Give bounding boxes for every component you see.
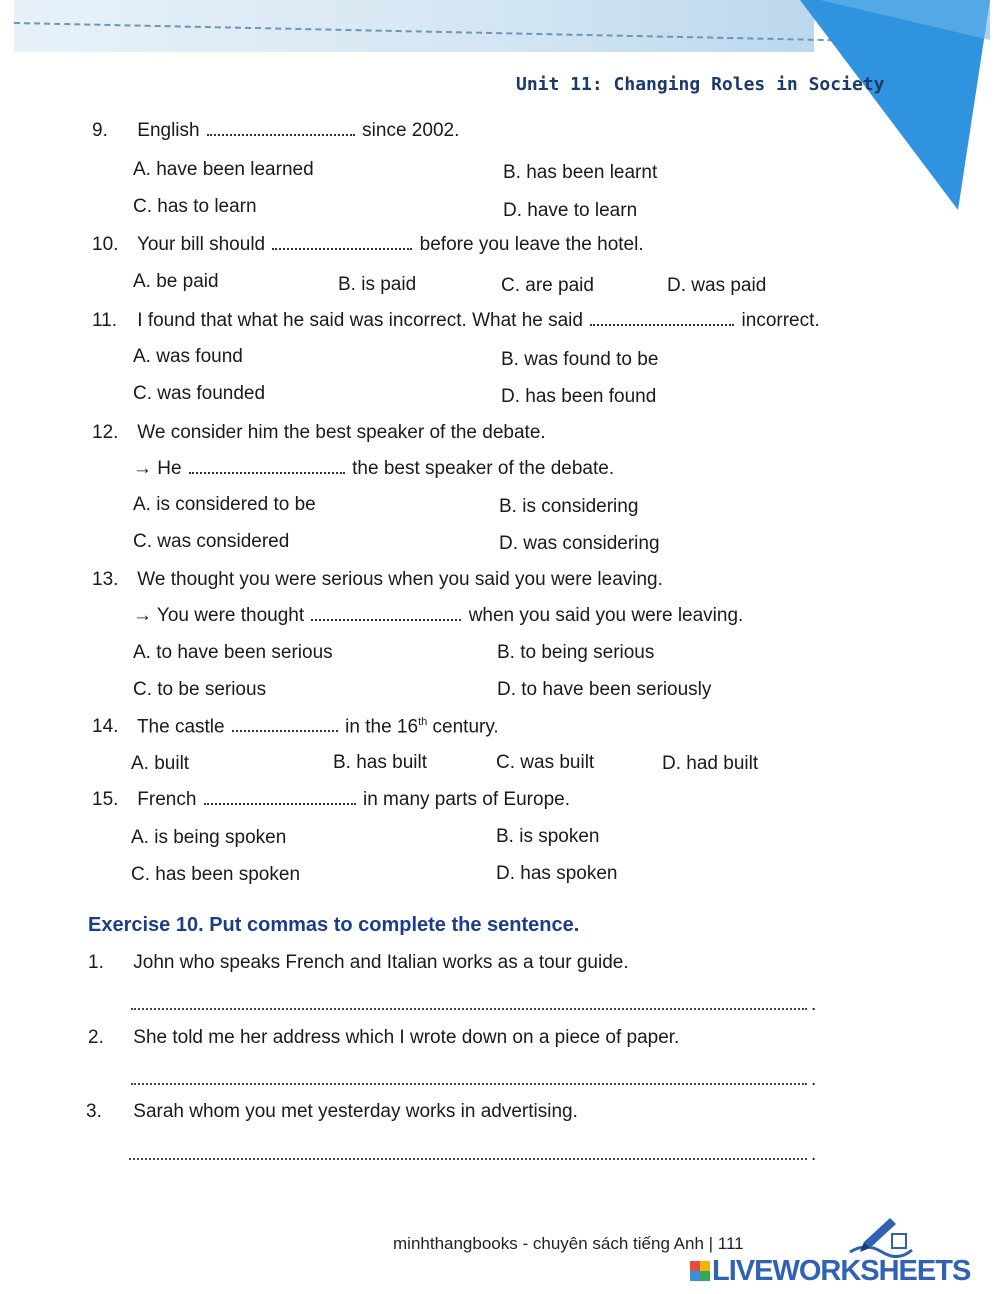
question-number: 12.	[92, 422, 119, 443]
question-text-after: before you leave the hotel.	[419, 234, 644, 255]
line-end-period: .	[811, 1069, 817, 1090]
question-13-rewrite	[133, 605, 743, 627]
option-c[interactable]: C. are paid	[501, 275, 594, 296]
question-stem: We consider him the best speaker of the debate.	[137, 422, 546, 443]
liveworksheets-mark-icon	[690, 1261, 710, 1281]
item-sentence: Sarah whom you met yesterday works in advertising.	[133, 1101, 578, 1122]
item-number: 1.	[88, 952, 104, 973]
option-c[interactable]: C. to be serious	[133, 679, 267, 700]
answer-blank[interactable]	[232, 716, 338, 732]
question-14	[92, 716, 499, 738]
question-10	[92, 234, 644, 256]
answer-blank[interactable]	[590, 310, 734, 326]
question-number: 13.	[92, 569, 119, 590]
option-b[interactable]: B. has been learnt	[503, 162, 658, 183]
question-15	[92, 789, 570, 811]
question-text-before: → You were thought	[133, 605, 305, 626]
item-sentence: John who speaks French and Italian works as a tour guide.	[133, 952, 629, 973]
question-text-after-end: century.	[427, 716, 499, 738]
exercise-item-2	[88, 1027, 679, 1049]
exercise-item-3	[86, 1101, 578, 1123]
corner-decoration	[790, 0, 990, 220]
option-d[interactable]: D. was paid	[667, 275, 767, 296]
question-number: 14.	[92, 716, 119, 738]
answer-blank[interactable]	[189, 458, 345, 474]
option-d[interactable]: D. has spoken	[496, 863, 618, 884]
answer-line-1[interactable]	[131, 1008, 807, 1010]
item-number: 2.	[88, 1027, 104, 1048]
question-text-after: incorrect.	[741, 310, 820, 331]
option-a[interactable]: A. is considered to be	[133, 494, 316, 515]
answer-line-3[interactable]	[129, 1158, 807, 1160]
question-text-after: in many parts of Europe.	[362, 789, 570, 810]
option-b[interactable]: B. is considering	[499, 496, 639, 517]
question-text-before: Your bill should	[136, 234, 266, 255]
option-a[interactable]: A. is being spoken	[131, 827, 287, 848]
answer-blank[interactable]	[272, 234, 412, 250]
question-text-before: I found that what he said was incorrect. What he said	[137, 310, 583, 331]
exercise-item-1	[88, 952, 629, 974]
question-number: 9.	[92, 120, 108, 141]
option-a[interactable]: A. be paid	[133, 271, 219, 292]
pen-writing-icon	[846, 1212, 916, 1260]
question-text-after: since 2002.	[362, 120, 460, 141]
option-d[interactable]: D. was considering	[499, 533, 660, 554]
question-text-before: French	[137, 789, 197, 810]
question-number: 11.	[92, 310, 118, 331]
option-b[interactable]: B. was found to be	[501, 349, 659, 370]
footer-publisher-page: minhthangbooks - chuyên sách tiếng Anh | 111	[393, 1234, 744, 1253]
question-12	[92, 422, 546, 444]
question-text-before: The castle	[136, 716, 225, 738]
exercise-title: Exercise 10. Put commas to complete the sentence.	[88, 914, 580, 936]
option-c[interactable]: C. has been spoken	[131, 864, 301, 885]
answer-blank[interactable]	[207, 120, 355, 136]
option-a[interactable]: A. built	[131, 753, 190, 774]
answer-line-2[interactable]	[131, 1083, 807, 1085]
line-end-period: .	[811, 1144, 817, 1165]
question-text-after: in the 16	[345, 716, 419, 738]
question-text-after: when you said you were leaving.	[468, 605, 744, 626]
option-c[interactable]: C. was considered	[133, 531, 290, 552]
liveworksheets-wordmark: LIVEWORKSHEETS	[712, 1254, 971, 1287]
question-number: 10.	[92, 234, 119, 255]
option-d[interactable]: D. had built	[662, 753, 759, 774]
option-b[interactable]: B. to being serious	[497, 642, 655, 663]
unit-title: Unit 11: Changing Roles in Society	[516, 74, 885, 95]
liveworksheets-logo	[690, 1254, 970, 1288]
option-d[interactable]: D. have to learn	[503, 200, 638, 221]
superscript: th	[418, 716, 428, 728]
option-b[interactable]: B. is spoken	[496, 826, 600, 847]
option-d[interactable]: D. has been found	[501, 386, 657, 407]
option-c[interactable]: C. was built	[496, 752, 595, 773]
item-number: 3.	[86, 1101, 102, 1122]
option-a[interactable]: A. was found	[133, 346, 243, 367]
option-a[interactable]: A. have been learned	[133, 159, 314, 180]
option-b[interactable]: B. is paid	[338, 274, 417, 295]
question-text-before: → He	[133, 458, 182, 479]
option-b[interactable]: B. has built	[333, 752, 427, 773]
question-text-before: English	[137, 120, 200, 141]
question-11	[92, 310, 820, 332]
answer-blank[interactable]	[204, 789, 356, 805]
question-stem: We thought you were serious when you said you were leaving.	[137, 569, 663, 590]
option-c[interactable]: C. was founded	[133, 383, 266, 404]
question-text-after: the best speaker of the debate.	[352, 458, 615, 479]
item-sentence: She told me her address which I wrote down on a piece of paper.	[133, 1027, 680, 1048]
question-9	[92, 120, 459, 142]
line-end-period: .	[811, 994, 817, 1015]
answer-blank[interactable]	[311, 605, 461, 621]
option-a[interactable]: A. to have been serious	[133, 642, 333, 663]
option-d[interactable]: D. to have been seriously	[497, 679, 712, 700]
question-number: 15.	[92, 789, 119, 810]
question-12-rewrite	[133, 458, 614, 480]
question-13	[92, 569, 663, 591]
option-c[interactable]: C. has to learn	[133, 196, 257, 217]
